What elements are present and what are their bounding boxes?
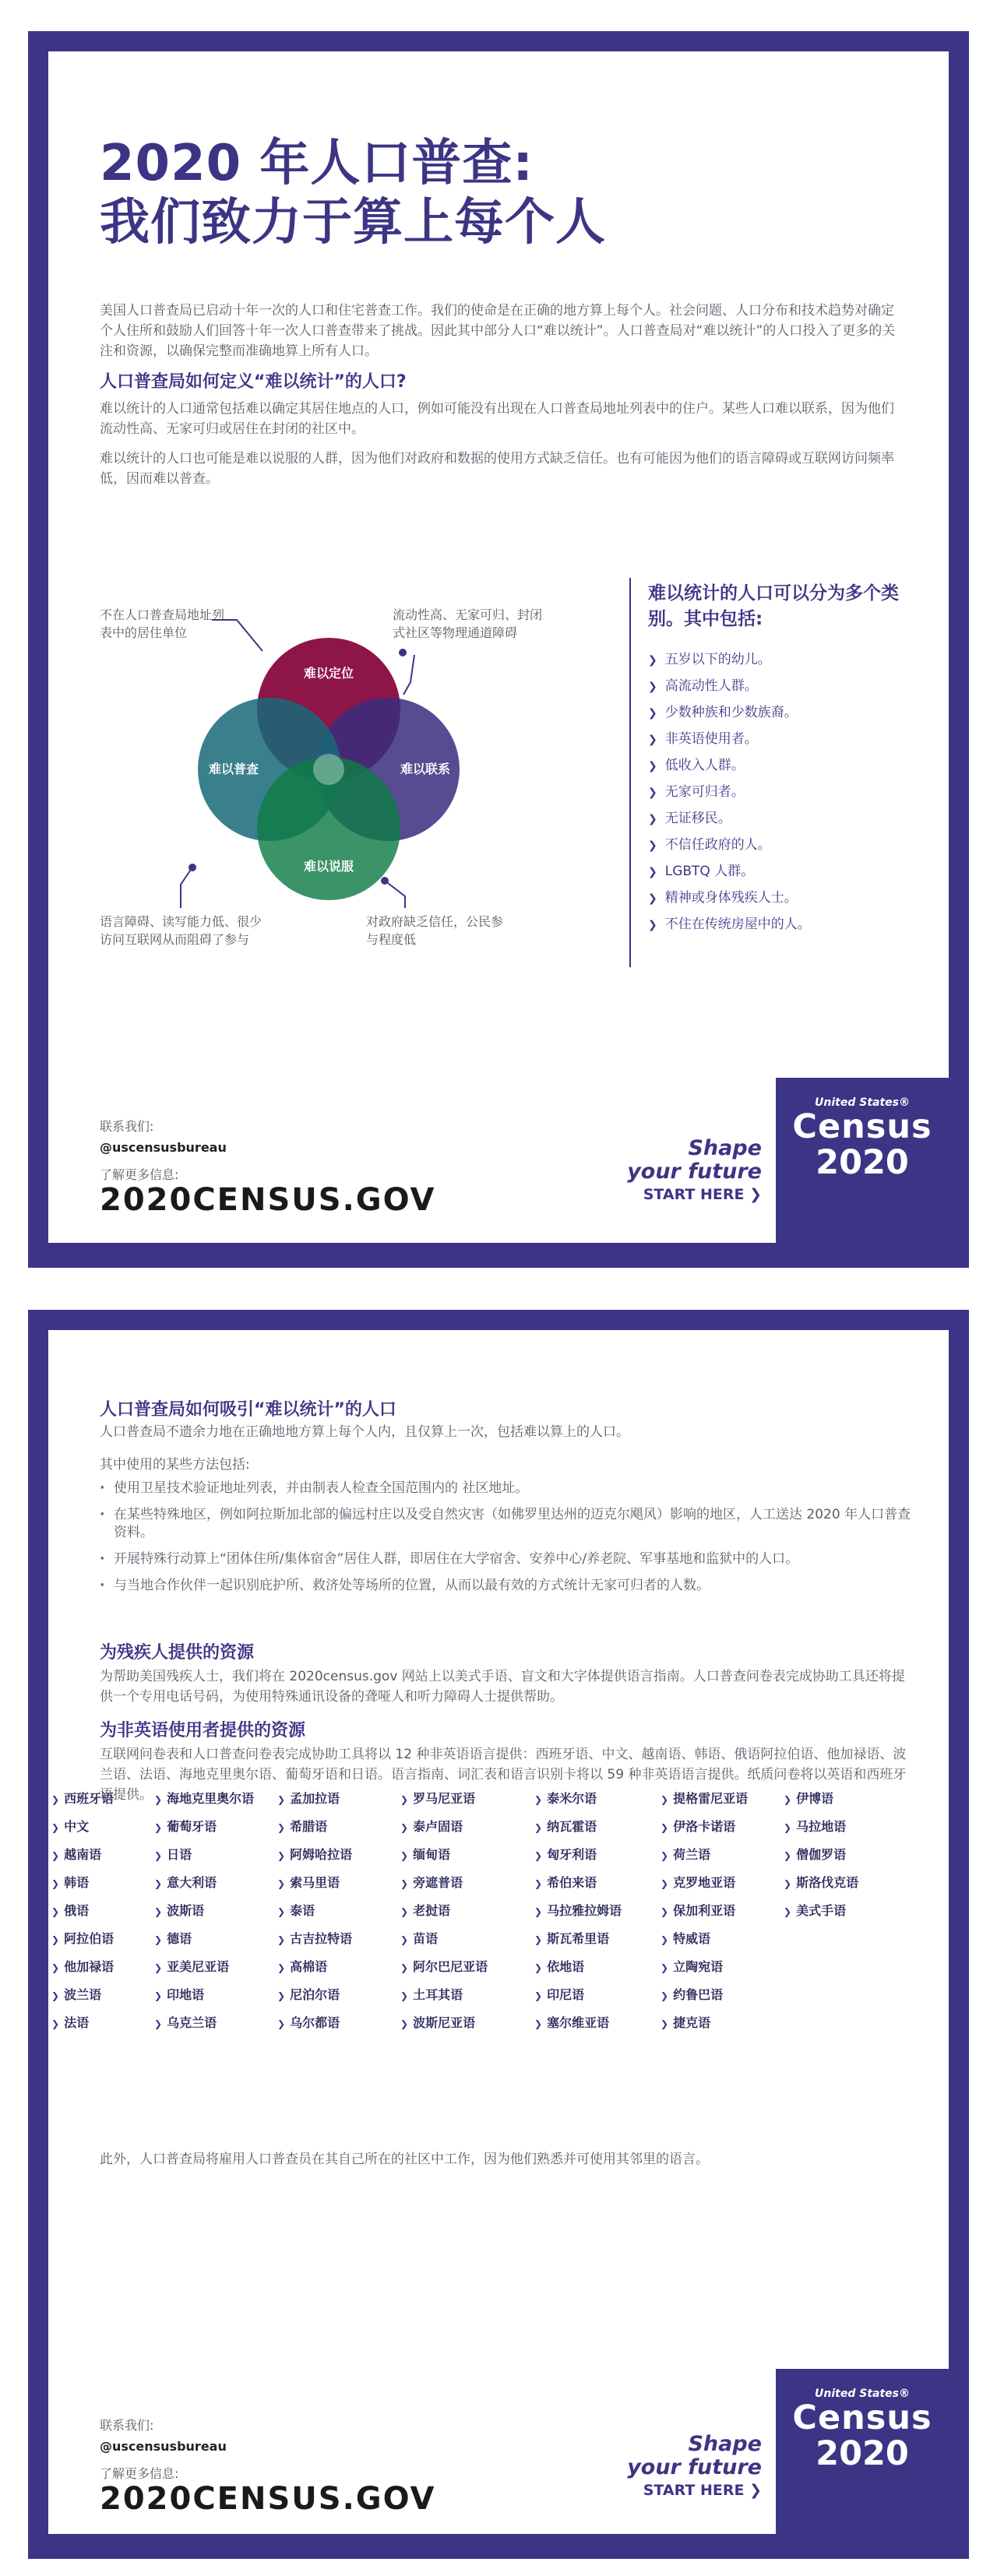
language-item: ❯ 斯瓦希里语	[534, 1925, 622, 1953]
label-contact: 难以联系	[400, 762, 451, 776]
definition-paragraph-2: 难以统计的人口也可能是难以说服的人群，因为他们对政府和数据的使用方式缺乏信任。也有可能因为他们的语言障碍或互联网访问频率低，因而难以普查。	[100, 451, 894, 487]
language-item: ❯ 缅甸语	[400, 1841, 488, 1869]
language-item: ❯ 波斯语	[154, 1897, 254, 1925]
shape-your-future-tagline-2[interactable]	[606, 2433, 762, 2501]
page-1-content	[48, 51, 949, 1243]
attract-heading: 人口普查局如何吸引“难以统计”的人口	[100, 1400, 396, 1420]
shape-your-future-tagline[interactable]	[606, 1137, 762, 1205]
social-handle[interactable]: @uscensusbureau	[100, 1140, 227, 1155]
contact-label-2: 联系我们:	[100, 2418, 154, 2433]
language-paragraph: 互联网问卷表和人口普查问卷表完成协助工具将以 12 种非英语语言提供：西班牙语、中文、越南语、韩语、俄语阿拉伯语、他加禄语、波兰语、法语、海地克里奥尔语、葡萄牙语和日语。语言指南、词汇表和语言识别卡将以 59 种非英语语言提供。纸质问卷将以英语和西班牙语提供。	[100, 1747, 907, 1803]
logo-census: Census	[792, 1107, 932, 1146]
title-line-2: 我们致力于算上每个人	[100, 194, 606, 252]
logo-united-states: United States®	[815, 1096, 910, 1109]
language-item: ❯ 德语	[154, 1925, 254, 1953]
language-item: ❯ 马拉地语	[784, 1813, 858, 1841]
method-item: · 与当地合作伙伴一起识别庇护所、救济处等场所的位置，从而以最有效的方式统计无家可归者的人数。	[100, 1577, 918, 1595]
language-column	[784, 1785, 858, 1925]
leader-line-survey	[181, 871, 190, 908]
language-item: ❯ 泰卢固语	[400, 1813, 488, 1841]
label-persuade: 难以说服	[303, 859, 354, 874]
language-item: ❯ 印地语	[154, 1981, 254, 2009]
more-info-label-2: 了解更多信息:	[100, 2466, 179, 2481]
language-item: ❯ 乌尔都语	[277, 2009, 352, 2037]
language-item: ❯ 他加禄语	[51, 1953, 114, 1981]
group-item: ❯ 无家可归者。	[648, 779, 811, 805]
logo-census-2: Census	[792, 2398, 932, 2437]
language-item: ❯ 苗语	[400, 1925, 488, 1953]
language-grid	[51, 1785, 908, 2050]
methods-intro: 其中使用的某些方法包括:	[100, 1457, 250, 1473]
desc-contact: 流动性高、无家可归、封闭式社区等物理通道障碍	[393, 607, 543, 640]
language-item: ❯ 意大利语	[154, 1869, 254, 1897]
language-item: ❯ 依地语	[534, 1953, 622, 1981]
language-item: ❯ 马拉雅拉姆语	[534, 1897, 622, 1925]
language-item: ❯ 乌克兰语	[154, 2009, 254, 2037]
more-info-label: 了解更多信息:	[100, 1167, 179, 1182]
desc-locate: 不在人口普查局地址列表中的居住单位	[100, 607, 225, 640]
method-item: · 开展特殊行动算上“团体住所/集体宿舍”居住人群，即居住在大学宿舍、安养中心/养老院、军事基地和监狱中的人口。	[100, 1550, 918, 1568]
language-item: ❯ 索马里语	[277, 1869, 352, 1897]
closing-paragraph: 此外，人口普查局将雇用人口普查员在其自己所在的社区中工作，因为他们熟悉并可使用其邻里的语言。	[100, 2152, 709, 2167]
language-item: ❯ 特威语	[661, 1925, 748, 1953]
leader-dot-survey	[188, 864, 196, 871]
language-item: ❯ 古吉拉特语	[277, 1925, 352, 1953]
language-item: ❯ 保加利亚语	[661, 1897, 748, 1925]
social-handle-2[interactable]: @uscensusbureau	[100, 2439, 227, 2454]
logo-united-states-2: United States®	[815, 2388, 910, 2400]
group-item: ❯ 少数种族和少数族裔。	[648, 699, 811, 726]
language-item: ❯ 韩语	[51, 1869, 114, 1897]
language-item: ❯ 立陶宛语	[661, 1953, 748, 1981]
method-item: · 使用卫星技术验证地址列表，并由制表人检查全国范围内的 社区地址。	[100, 1480, 918, 1497]
language-item: ❯ 希腊语	[277, 1813, 352, 1841]
website-link-2[interactable]: 2020CENSUS.GOV	[100, 2481, 436, 2517]
group-item: ❯ 不住在传统房屋中的人。	[648, 911, 811, 938]
language-item: ❯ 阿姆哈拉语	[277, 1841, 352, 1869]
language-item: ❯ 土耳其语	[400, 1981, 488, 2009]
tagline-shape: Shape	[688, 1136, 762, 1160]
desc-persuade: 对政府缺乏信任，公民参与程度低	[366, 914, 504, 947]
language-item: ❯ 法语	[51, 2009, 114, 2037]
group-item: ❯ 低收入人群。	[648, 752, 811, 779]
leader-dot-persuade	[381, 877, 389, 885]
contact-label: 联系我们:	[100, 1119, 154, 1134]
language-item: ❯ 日语	[154, 1841, 254, 1869]
website-link[interactable]: 2020CENSUS.GOV	[100, 1182, 436, 1218]
language-item: ❯ 阿拉伯语	[51, 1925, 114, 1953]
language-heading: 为非英语使用者提供的资源	[100, 1721, 306, 1740]
method-item: · 在某些特殊地区，例如阿拉斯加北部的偏远村庄以及受自然灾害（如佛罗里达州的迈克尔飓风）影响的地区，人工送达 2020 年人口普查资料。	[100, 1506, 918, 1542]
language-item: ❯ 伊博语	[784, 1785, 858, 1813]
group-item: ❯ 不信任政府的人。	[648, 832, 811, 858]
language-item: ❯ 泰语	[277, 1897, 352, 1925]
language-item: ❯ 印尼语	[534, 1981, 622, 2009]
group-item: ❯ LGBTQ 人群。	[648, 858, 811, 885]
language-column	[51, 1785, 114, 2037]
language-item: ❯ 捷克语	[661, 2009, 748, 2037]
language-item: ❯ 匈牙利语	[534, 1841, 622, 1869]
title-line-1: 2020 年人口普查:	[100, 135, 534, 192]
language-item: ❯ 西班牙语	[51, 1785, 114, 1813]
language-item: ❯ 阿尔巴尼亚语	[400, 1953, 488, 1981]
hard-to-count-groups-list	[648, 646, 811, 938]
tagline-your-future-2: your future	[627, 2455, 762, 2479]
leader-dot-contact	[399, 649, 407, 656]
language-column	[534, 1785, 622, 2037]
language-item: ❯ 希伯来语	[534, 1869, 622, 1897]
language-item: ❯ 老挝语	[400, 1897, 488, 1925]
disability-paragraph: 为帮助美国残疾人士，我们将在 2020census.gov 网站上以美式手语、盲文和大字体提供语言指南。人口普查问卷表完成协助工具还将提供一个专用电话号码，为使用特殊通讯设备的聋哑人和听力障碍人士提供帮助。	[100, 1669, 905, 1705]
language-column	[277, 1785, 352, 2037]
language-item: ❯ 波斯尼亚语	[400, 2009, 488, 2037]
categories-heading: 难以统计的人口可以分为多个类别。其中包括:	[648, 583, 899, 629]
hard-to-count-venn	[95, 565, 570, 970]
language-item: ❯ 高棉语	[277, 1953, 352, 1981]
language-item: ❯ 提格雷尼亚语	[661, 1785, 748, 1813]
language-item: ❯ 伊洛卡诺语	[661, 1813, 748, 1841]
tagline-your-future: your future	[627, 1160, 762, 1184]
intro-paragraph: 美国人口普查局已启动十年一次的人口和住宅普查工作。我们的使命是在正确的地方算上每个人。社会问题、人口分布和技术趋势对确定个人住所和鼓励人们回答十年一次人口普查带来了挑战。因此其中部分人口“难以统计”。人口普查局对“难以统计”的人口投入了更多的关注和资源，以确保完整而准确地算上所有人口。	[100, 303, 896, 359]
language-item: ❯ 尼泊尔语	[277, 1981, 352, 2009]
language-item: ❯ 约鲁巴语	[661, 1981, 748, 2009]
disability-heading: 为残疾人提供的资源	[100, 1643, 255, 1663]
label-survey: 难以普查	[208, 762, 259, 776]
group-item: ❯ 精神或身体残疾人士。	[648, 885, 811, 911]
tagline-start-here: START HERE ❯	[643, 1186, 762, 1203]
language-item: ❯ 越南语	[51, 1841, 114, 1869]
column-divider	[629, 578, 631, 967]
language-item: ❯ 旁遮普语	[400, 1869, 488, 1897]
language-item: ❯ 波兰语	[51, 1981, 114, 2009]
label-locate: 难以定位	[303, 666, 354, 681]
methods-list	[100, 1480, 918, 1603]
tagline-shape-2: Shape	[688, 2432, 762, 2456]
definition-heading: 人口普查局如何定义“难以统计”的人口?	[100, 372, 407, 392]
language-item: ❯ 罗马尼亚语	[400, 1785, 488, 1813]
leader-line-persuade	[388, 883, 405, 908]
logo-year: 2020	[816, 1143, 909, 1182]
page-title	[100, 134, 606, 252]
language-item: ❯ 美式手语	[784, 1897, 858, 1925]
language-item: ❯ 泰米尔语	[534, 1785, 622, 1813]
definition-paragraph-1: 难以统计的人口通常包括难以确定其居住地点的人口，例如可能没有出现在人口普查局地址列表中的住户。某些人口难以联系，因为他们流动性高、无家可归或居住在封闭的社区中。	[100, 401, 894, 437]
language-item: ❯ 塞尔维亚语	[534, 2009, 622, 2037]
group-item: ❯ 五岁以下的幼儿。	[648, 646, 811, 673]
language-item: ❯ 克罗地亚语	[661, 1869, 748, 1897]
language-column	[661, 1785, 748, 2037]
language-item: ❯ 海地克里奥尔语	[154, 1785, 254, 1813]
language-item: ❯ 纳瓦霍语	[534, 1813, 622, 1841]
language-item: ❯ 孟加拉语	[277, 1785, 352, 1813]
group-item: ❯ 非英语使用者。	[648, 726, 811, 752]
census-2020-logo	[776, 1078, 949, 1243]
language-item: ❯ 俄语	[51, 1897, 114, 1925]
language-item: ❯ 亚美尼亚语	[154, 1953, 254, 1981]
venn-center	[313, 754, 344, 785]
group-item: ❯ 高流动性人群。	[648, 673, 811, 699]
language-column	[154, 1785, 254, 2037]
language-column	[400, 1785, 488, 2037]
census-2020-logo-2	[776, 2369, 949, 2534]
language-item: ❯ 斯洛伐克语	[784, 1869, 858, 1897]
page-1-frame	[28, 31, 969, 1268]
tagline-start-here-2: START HERE ❯	[643, 2482, 762, 2499]
desc-survey: 语言障碍、读写能力低、很少访问互联网从而阻碍了参与	[100, 914, 262, 947]
leader-line-contact	[403, 655, 414, 695]
language-item: ❯ 中文	[51, 1813, 114, 1841]
attract-paragraph: 人口普查局不遗余力地在正确地地方算上每个人内，且仅算上一次，包括难以算上的人口。	[100, 1424, 629, 1440]
language-item: ❯ 荷兰语	[661, 1841, 748, 1869]
language-item: ❯ 僧伽罗语	[784, 1841, 858, 1869]
logo-year-2: 2020	[816, 2434, 909, 2473]
group-item: ❯ 无证移民。	[648, 805, 811, 832]
language-item: ❯ 葡萄牙语	[154, 1813, 254, 1841]
